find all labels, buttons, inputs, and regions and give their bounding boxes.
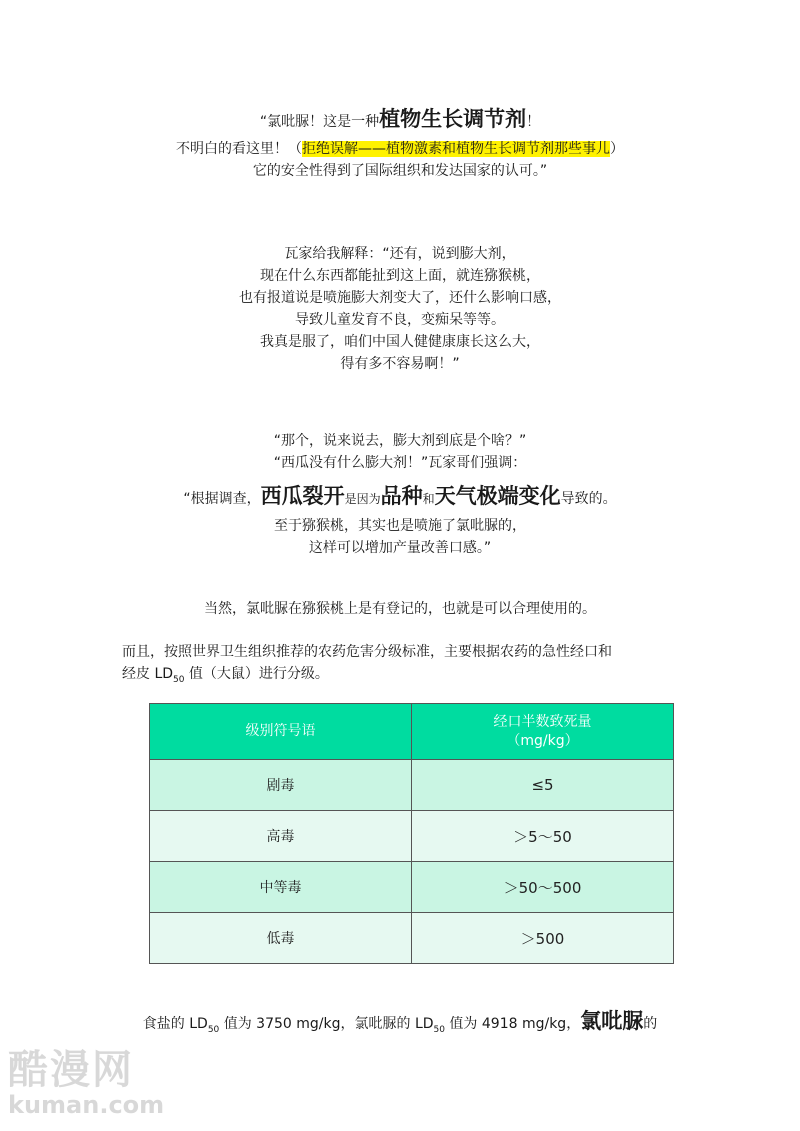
p6-subscript-2: 50: [433, 1024, 445, 1035]
table-row: [150, 811, 674, 862]
emphasis-forchlorfenuron: 氯吡脲: [580, 1009, 644, 1033]
cell-value: ＞500: [412, 913, 674, 964]
header-ld50-unit: （mg/kg）: [506, 732, 579, 749]
table-header-row: [150, 704, 674, 760]
p1-line-2-text: 不明白的看这里！（: [176, 141, 302, 157]
p2-line-1: 瓦家给我解释：“还有，说到膨大剂，: [284, 246, 516, 262]
p5-line-1: 而且，按照世界卫生组织推荐的农药危害分级标准，主要根据农药的急性经口和: [122, 644, 612, 660]
emphasis-watermelon-split: 西瓜裂开: [260, 484, 345, 508]
p2-line-6: 得有多不容易啊！”: [340, 356, 460, 372]
cell-level: 中等毒: [150, 862, 412, 913]
p6-forchlorfenuron-ld: 值为 3750 mg/kg，氯吡脲的 LD: [219, 1016, 434, 1032]
table-row: [150, 862, 674, 913]
cell-value: ≤5: [412, 760, 674, 811]
p2-line-3: 也有报道说是喷施膨大剂变大了，还什么影响口感，: [239, 290, 561, 306]
p6-end: 的: [643, 1016, 658, 1032]
p1-line-1-end: ！: [526, 114, 541, 130]
p5-line-2-text: 值（大鼠）进行分级。: [184, 666, 329, 682]
p3-line-3: [0, 480, 800, 515]
p2-line-5: 我真是服了，咱们中国人健健康康长这么大，: [260, 334, 540, 350]
p2-line-4: 导致儿童发育不良，变痴呆等等。: [295, 312, 505, 328]
p1-line-1: [0, 104, 800, 137]
toxicity-table: [149, 703, 674, 964]
p1-line-2: [0, 138, 800, 160]
table-row: [150, 760, 674, 811]
emphasis-variety: 品种: [380, 484, 423, 508]
cell-level: 低毒: [150, 913, 412, 964]
p6-subscript-1: 50: [207, 1024, 220, 1035]
header-ld50-title: 经口半数致死量: [493, 713, 592, 730]
site-watermark: [8, 1048, 164, 1118]
emphasis-plant-growth-regulator: 植物生长调节剂: [379, 107, 527, 131]
paragraph-4: 当然，氯吡脲在猕猴桃上是有登记的，也就是可以合理使用的。: [204, 601, 596, 617]
p3-line-3-c: 是因为: [344, 492, 381, 506]
p3-line-4: 至于猕猴桃，其实也是喷施了氯吡脲的，: [274, 518, 526, 534]
p5-line-2: [122, 663, 702, 691]
table-row: [150, 913, 674, 964]
highlighted-article-link[interactable]: 拒绝误解——植物激素和植物生长调节剂那些事儿: [302, 141, 610, 157]
p3-line-5: 这样可以增加产量改善口感。”: [308, 540, 492, 556]
emphasis-extreme-weather: 天气极端变化: [434, 484, 561, 508]
cell-level: 高毒: [150, 811, 412, 862]
cell-value: ＞5～50: [412, 811, 674, 862]
cell-level: 剧毒: [150, 760, 412, 811]
header-level: 级别符号语: [150, 704, 412, 760]
watermark-chinese: 酷漫网: [8, 1047, 134, 1093]
p3-line-2: “西瓜没有什么膨大剂！”瓦家哥们强调：: [273, 455, 527, 471]
p3-line-3-e: 和: [422, 492, 435, 506]
header-ld50: [412, 704, 674, 760]
p1-line-3: 它的安全性得到了国际组织和发达国家的认可。”: [252, 163, 548, 179]
p1-line-1-text: “氯吡脲！这是一种: [259, 114, 380, 130]
watermark-domain: kuman.com: [8, 1091, 165, 1119]
p3-line-3-a: “根据调查，: [183, 491, 261, 507]
p5-ld-subscript: 50: [173, 674, 185, 685]
cell-value: ＞50～500: [412, 862, 674, 913]
p6-salt-ld: 食盐的 LD: [142, 1016, 208, 1032]
p1-line-2-end: ）: [610, 141, 624, 157]
p5-ld-label: 经皮 LD: [122, 666, 174, 682]
p3-line-3-g: 导致的。: [560, 491, 617, 507]
paragraph-6: [0, 1004, 800, 1047]
p3-line-1: “那个，说来说去，膨大剂到底是个啥？”: [273, 433, 527, 449]
p6-value: 值为 4918 mg/kg，: [444, 1016, 581, 1032]
p2-line-2: 现在什么东西都能扯到这上面，就连猕猴桃，: [260, 268, 540, 284]
